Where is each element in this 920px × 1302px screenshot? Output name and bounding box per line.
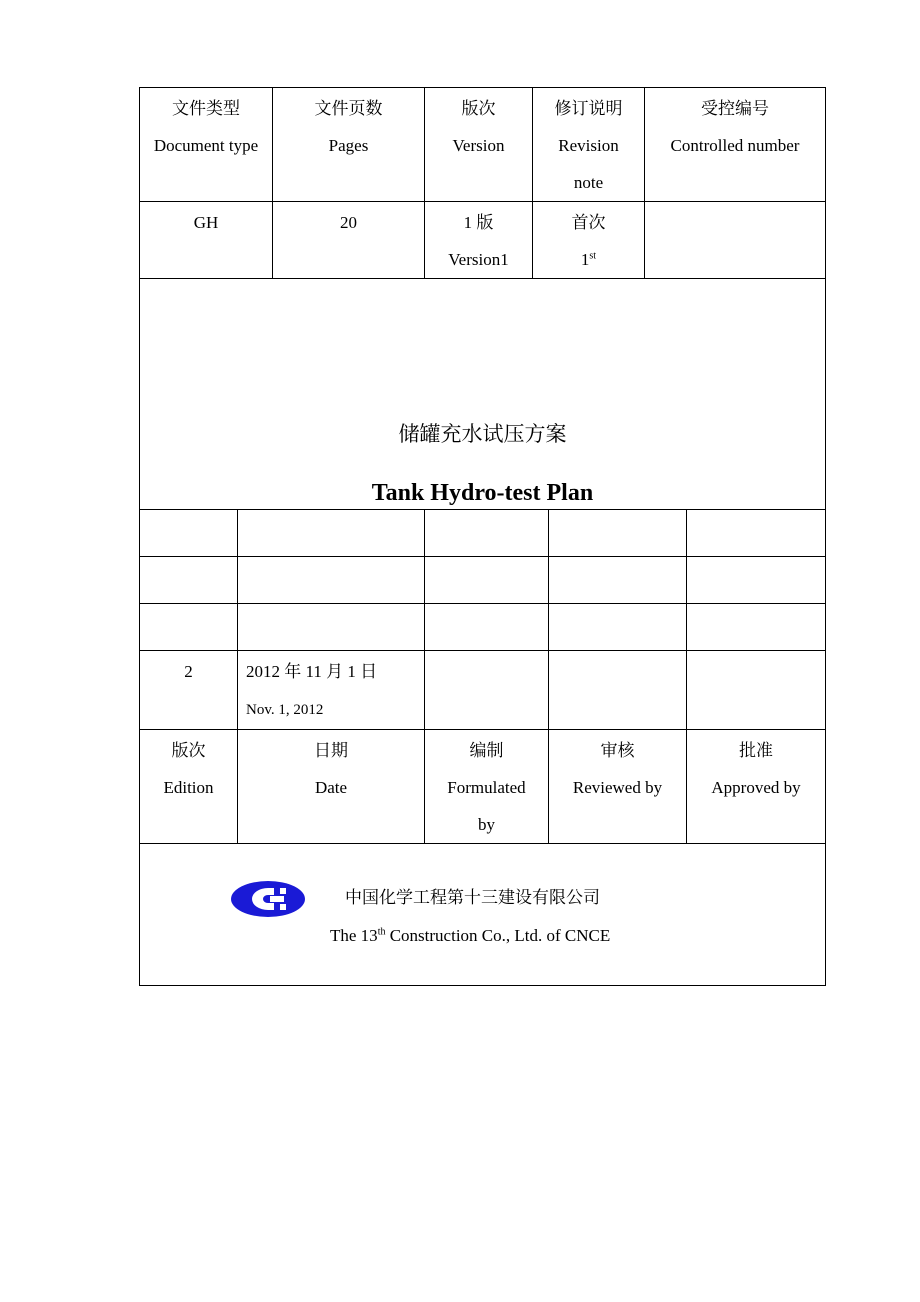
document-info-table (139, 87, 826, 510)
signoff-table (139, 509, 826, 986)
title-cell (140, 279, 826, 510)
formulated-header: 编制 Formulated by (425, 730, 549, 844)
document-title-zh: 储罐充水试压方案 (398, 422, 567, 446)
edition-header: 版次 Edition (140, 730, 238, 844)
document-cover (139, 87, 825, 986)
approved-value (687, 651, 826, 730)
title-row (140, 279, 826, 510)
pages-header: 文件页数 Pages (273, 88, 425, 202)
date-header: 日期 Date (238, 730, 425, 844)
pages-value: 20 (273, 202, 425, 279)
version-header: 版次 Version (425, 88, 533, 202)
version-value: 1 版 Version1 (425, 202, 533, 279)
table-row (140, 604, 826, 651)
table-row (140, 557, 826, 604)
edition-value: 2 (140, 651, 238, 730)
company-logo-icon (230, 880, 306, 918)
controlled-number-value (645, 202, 826, 279)
revision-note-value: 首次 1st (533, 202, 645, 279)
document-type-value: GH (140, 202, 273, 279)
reviewed-value (549, 651, 687, 730)
revision-note-header: 修订说明 Revision note (533, 88, 645, 202)
info-value-row (140, 202, 826, 279)
company-cell (140, 844, 826, 986)
info-header-row (140, 88, 826, 202)
table-row (140, 510, 826, 557)
company-name-zh: 中国化学工程第十三建设有限公司 (345, 888, 600, 908)
formulated-value (425, 651, 549, 730)
edition-row (140, 651, 826, 730)
controlled-number-header: 受控编号 Controlled number (645, 88, 826, 202)
company-row (140, 844, 826, 986)
signoff-header-row (140, 730, 826, 844)
reviewed-header: 审核 Reviewed by (549, 730, 687, 844)
document-title-en: Tank Hydro-test Plan (371, 480, 594, 506)
date-value: 2012 年 11 月 1 日 Nov. 1, 2012 (238, 651, 425, 730)
approved-header: 批准 Approved by (687, 730, 826, 844)
company-name-en: The 13th Construction Co., Ltd. of CNCE (330, 926, 611, 945)
document-type-header: 文件类型 Document type (140, 88, 273, 202)
